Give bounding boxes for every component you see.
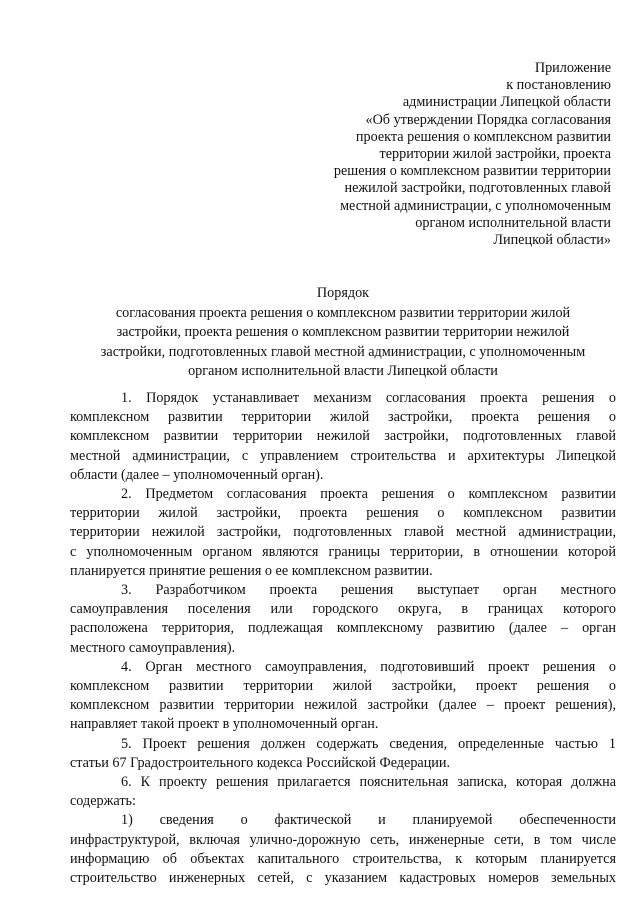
appendix-line: органом исполнительной власти xyxy=(415,214,611,231)
paragraph-line: комплексном развитии территории нежилой застройки (далее – проект решения), xyxy=(70,697,616,714)
paragraph-line: 5. Проект решения должен содержать сведения, определенные частью 1 xyxy=(121,735,616,752)
paragraph-line: комплексном развитии территории жилой застройки, проект решения о xyxy=(70,678,616,695)
paragraph-line: местной администрации, с управлением строительства и архитектуры Липецкой xyxy=(70,447,616,464)
paragraph-line: 6. К проекту решения прилагается пояснительная записка, которая должна xyxy=(121,774,616,791)
paragraph-6-item-1 xyxy=(70,811,616,888)
appendix-line: «Об утверждении Порядка согласования xyxy=(365,111,611,128)
paragraph-5 xyxy=(70,735,616,773)
paragraph-line: статьи 67 Градостроительного кодекса Российской Федерации. xyxy=(70,754,451,771)
paragraph-line: направляет такой проект в уполномоченный орган. xyxy=(70,716,379,733)
title-line: органом исполнительной власти Липецкой области xyxy=(188,363,498,379)
paragraph-line: с уполномоченным органом являются границы территории, в отношении которой xyxy=(70,543,616,560)
appendix-line: проекта решения о комплексном развитии xyxy=(355,128,611,145)
appendix-line: Липецкой области» xyxy=(493,232,611,249)
appendix-line: Приложение xyxy=(534,60,611,76)
paragraph-line: территории жилой застройки, проекта решения о комплексном развитии xyxy=(70,505,616,522)
paragraph-line: комплексном развитии территории жилой застройки, проекта решения о xyxy=(70,409,616,426)
appendix-line: к постановлению xyxy=(506,77,611,94)
appendix-line: территории жилой застройки, проекта xyxy=(379,146,611,163)
document-title xyxy=(70,284,616,382)
paragraph-line: 3. Разработчиком проекта решения выступает орган местного xyxy=(121,582,616,599)
paragraph-3 xyxy=(70,581,616,658)
paragraph-line: области (далее – уполномоченный орган). xyxy=(70,466,324,483)
title-heading: Порядок xyxy=(316,285,370,301)
title-line: согласования проекта решения о комплексном развитии территории жилой xyxy=(115,304,571,321)
paragraph-line: информацию об объектах капитального строительства, к которым планируется xyxy=(70,850,616,867)
paragraph-line: комплексном развитии территории нежилой застройки, подготовленных главой xyxy=(70,428,616,445)
document-body xyxy=(70,389,616,888)
title-line: застройки, подготовленных главой местной администрации, с уполномоченным xyxy=(100,343,586,360)
paragraph-line: территории нежилой застройки, подготовленных главой местной администрации, xyxy=(70,524,616,541)
paragraph-line: местного самоуправления). xyxy=(70,639,236,656)
paragraph-6 xyxy=(70,773,616,811)
paragraph-line: 4. Орган местного самоуправления, подготовивший проект решения о xyxy=(121,658,616,675)
paragraph-line: инфраструктурой, включая улично-дорожную сеть, инженерные сети, в том числе xyxy=(70,831,616,848)
paragraph-2 xyxy=(70,485,616,581)
paragraph-line: расположена территория, подлежащая комплексному развитию (далее – орган xyxy=(70,620,616,637)
appendix-line: местной администрации, с уполномоченным xyxy=(340,197,611,214)
paragraph-line: планируется принятие решения о ее комплексном развитии. xyxy=(70,562,433,579)
appendix-line: нежилой застройки, подготовленных главой xyxy=(344,180,611,197)
paragraph-4 xyxy=(70,658,616,735)
paragraph-line: самоуправления поселения или городского округа, в границах которого xyxy=(70,601,616,618)
title-line: застройки, проекта решения о комплексном развитии территории нежилой xyxy=(116,324,570,340)
paragraph-1 xyxy=(70,389,616,485)
paragraph-line: 1) сведения о фактической и планируемой обеспеченности xyxy=(121,812,616,829)
paragraph-line: 1. Порядок устанавливает механизм согласования проекта решения о xyxy=(121,390,616,406)
appendix-block xyxy=(281,60,611,249)
paragraph-line: содержать: xyxy=(70,793,136,810)
paragraph-line: 2. Предметом согласования проекта решения о комплексном развитии xyxy=(121,486,616,503)
appendix-line: администрации Липецкой области xyxy=(402,94,611,111)
paragraph-line: строительство инженерных сетей, с указанием кадастровых номеров земельных xyxy=(70,870,616,887)
appendix-line: решения о комплексном развитии территории xyxy=(333,163,611,180)
